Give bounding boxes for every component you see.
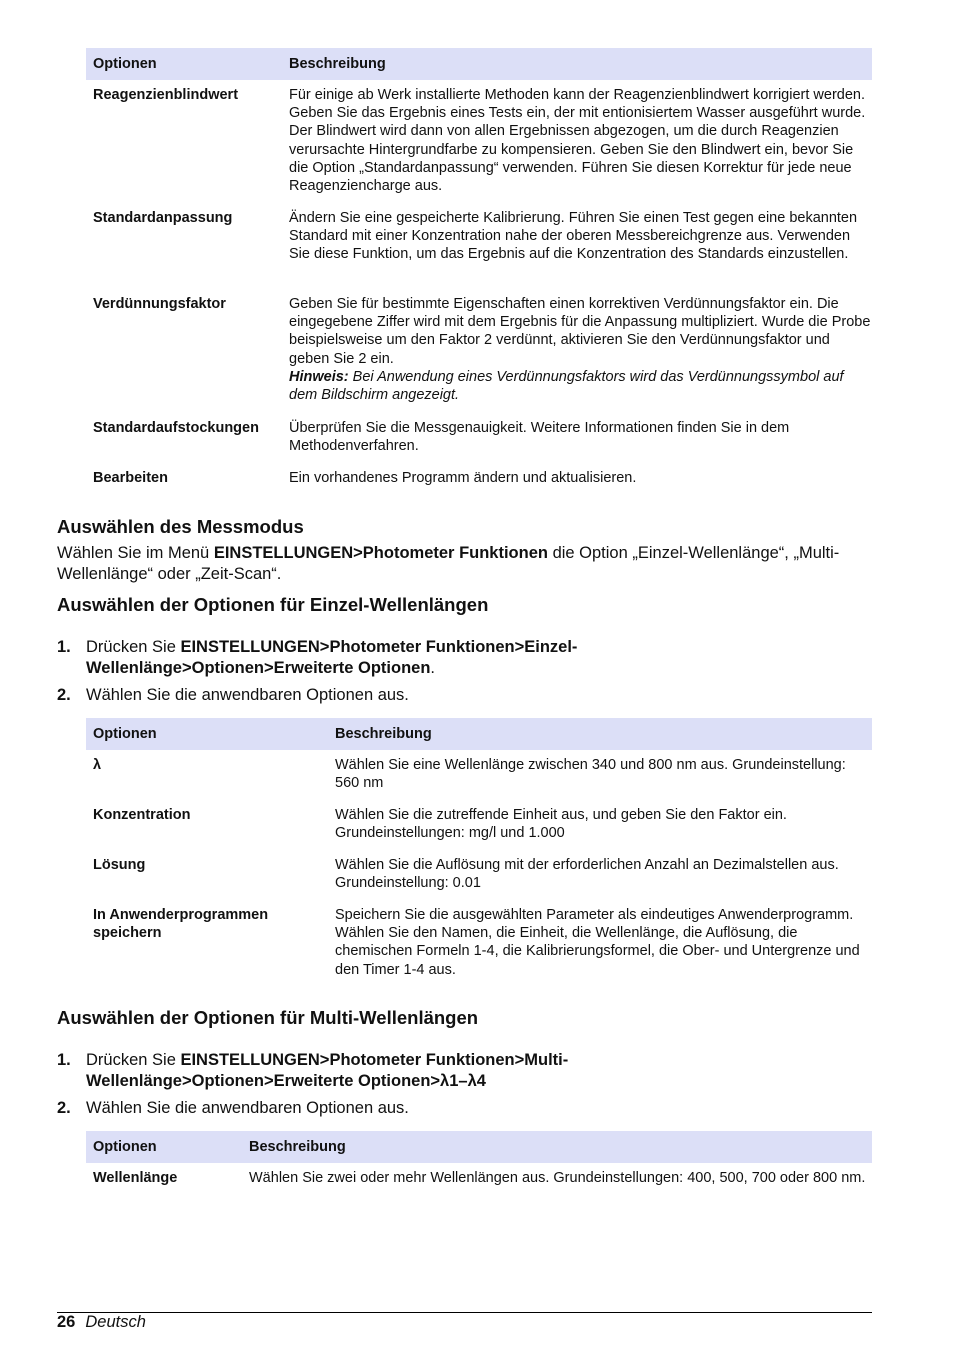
page-number: 26	[57, 1313, 76, 1331]
option-description: Wählen Sie zwei oder mehr Wellenlängen aus. Grundeinstellungen: 400, 500, 700 oder 800 nm.	[249, 1170, 866, 1186]
option-description: Für einige ab Werk installierte Methoden kann der Reagenzienblindwert korrigiert werden. Geben Sie das Ergebnis eines Tests ein, der mit entionisiertem Wasser ausgeführt wurde. Der Blindwert wird dann von allen Ergebnissen abgezogen, um die durch Reagenzien verursachte Hintergrundfarbe zu kompensieren. Geben Sie den Blindwert ein, bevor Sie die Option „Standardanpassung“ verwenden. Führen Sie diesen Korrektur für jede neue Reagenziencharge aus.	[289, 87, 866, 195]
note	[289, 368, 871, 404]
menu-path-line1: EINSTELLUNGEN>Photometer Funktionen>Multi-	[180, 1051, 569, 1069]
options-table-multi-wavelength	[86, 1131, 872, 1186]
mode-paragraph	[57, 543, 877, 585]
table-header	[86, 48, 872, 80]
option-description: Ändern Sie eine gespeicherte Kalibrierung. Führen Sie einen Test gegen eine bekannten Standard mit einer Konzentration nahe der oberen Messbereichgrenze aus. Verwenden Sie diese Funktion, um das Ergebnis auf die Konzentration des Standards einzustellen.	[289, 210, 858, 263]
mode-text-before: Wählen Sie im Menü	[57, 544, 214, 562]
section-heading-multi: Auswählen der Optionen für Multi-Wellenlängen	[57, 1007, 479, 1028]
step-2	[57, 685, 872, 706]
header-options: Optionen	[93, 1139, 157, 1155]
option-description: Wählen Sie eine Wellenlänge zwischen 340 und 800 nm aus. Grundeinstellung: 560 nm	[335, 757, 846, 792]
section-heading-mode: Auswählen des Messmodus	[57, 516, 304, 537]
step-text	[86, 1050, 872, 1092]
step-number: 2.	[57, 686, 71, 704]
step-number: 1.	[57, 638, 71, 656]
option-name: Reagenzienblindwert	[93, 87, 239, 103]
step-text: Wählen Sie die anwendbaren Optionen aus.	[86, 686, 409, 704]
option-name: Standardanpassung	[93, 210, 233, 226]
option-name: Lösung	[93, 857, 146, 873]
header-description: Beschreibung	[335, 726, 432, 742]
footer-divider	[57, 1312, 872, 1313]
option-description: Wählen Sie die Auflösung mit der erforderlichen Anzahl an Dezimalstellen aus. Grundeinstellung: 0.01	[335, 857, 839, 892]
menu-path-line2: Wellenlänge>Optionen>Erweiterte Optionen	[86, 659, 431, 677]
option-description: Überprüfen Sie die Messgenauigkeit. Weitere Informationen finden Sie in dem Methodenverfahren.	[289, 420, 790, 455]
mode-text-after: die Option „Einzel-Wellenlänge“, „Multi-Wellenlänge“ oder „Zeit-Scan“.	[57, 544, 840, 583]
step-text	[86, 637, 872, 679]
options-table-general	[86, 48, 872, 486]
option-description: Speichern Sie die ausgewählten Parameter als eindeutiges Anwenderprogramm. Wählen Sie den Namen, die Einheit, die Wellenlänge, die Auflösung, die chemischen Formeln 1-4, die Kalibrierungsformel, die Ober- und Untergrenze und den Timer 1-4 aus.	[335, 907, 860, 978]
table-header	[86, 1131, 872, 1163]
option-description: Geben Sie für bestimmte Eigenschaften einen korrektiven Verdünnungsfaktor ein. Die eingegebene Ziffer wird mit dem Ergebnis für die Anpassung multipliziert. Wurde die Probe beispielsweise um den Faktor 2 verdünnt, aktivieren Sie den Verdünnungsfaktor und geben Sie 2 ein.	[289, 296, 871, 367]
step-prefix: Drücken Sie	[86, 1051, 181, 1069]
option-name: Standardaufstockungen	[93, 420, 259, 436]
menu-path: EINSTELLUNGEN>Photometer Funktionen	[213, 544, 548, 562]
header-options: Optionen	[93, 56, 157, 72]
option-name: Verdünnungsfaktor	[93, 296, 226, 312]
note-label: Hinweis:	[289, 368, 349, 385]
step-1	[57, 1050, 872, 1092]
step-1	[57, 637, 872, 679]
option-name: Bearbeiten	[93, 470, 168, 486]
options-table-single-wavelength	[86, 718, 872, 978]
option-name: Konzentration	[93, 807, 191, 823]
option-description: Wählen Sie die zutreffende Einheit aus, und geben Sie den Faktor ein. Grundeinstellungen: mg/l und 1.000	[335, 807, 787, 842]
footer-language: Deutsch	[85, 1313, 146, 1331]
step-text: Wählen Sie die anwendbaren Optionen aus.	[86, 1099, 409, 1117]
step-2	[57, 1098, 872, 1119]
header-description: Beschreibung	[249, 1139, 346, 1155]
step-number: 2.	[57, 1099, 71, 1117]
header-options: Optionen	[93, 726, 157, 742]
step-number: 1.	[57, 1051, 71, 1069]
step-prefix: Drücken Sie	[86, 638, 181, 656]
option-description-block	[289, 295, 871, 404]
page-footer	[57, 1313, 146, 1332]
step-suffix: .	[430, 659, 436, 677]
menu-path-line1: EINSTELLUNGEN>Photometer Funktionen>Einzel-	[180, 638, 578, 656]
header-description: Beschreibung	[289, 56, 386, 72]
section-heading-single: Auswählen der Optionen für Einzel-Wellenlängen	[57, 594, 489, 615]
option-name: Wellenlänge	[93, 1170, 178, 1186]
option-name: λ	[93, 757, 102, 773]
option-name: In Anwenderprogrammen speichern	[93, 907, 269, 942]
option-description: Ein vorhandenes Programm ändern und aktualisieren.	[289, 470, 637, 486]
menu-path-line2: Wellenlänge>Optionen>Erweiterte Optionen>λ1–λ4	[86, 1072, 486, 1090]
note-text: Bei Anwendung eines Verdünnungsfaktors wird das Verdünnungssymbol auf dem Bildschirm angezeigt.	[289, 368, 844, 404]
table-header	[86, 718, 872, 750]
